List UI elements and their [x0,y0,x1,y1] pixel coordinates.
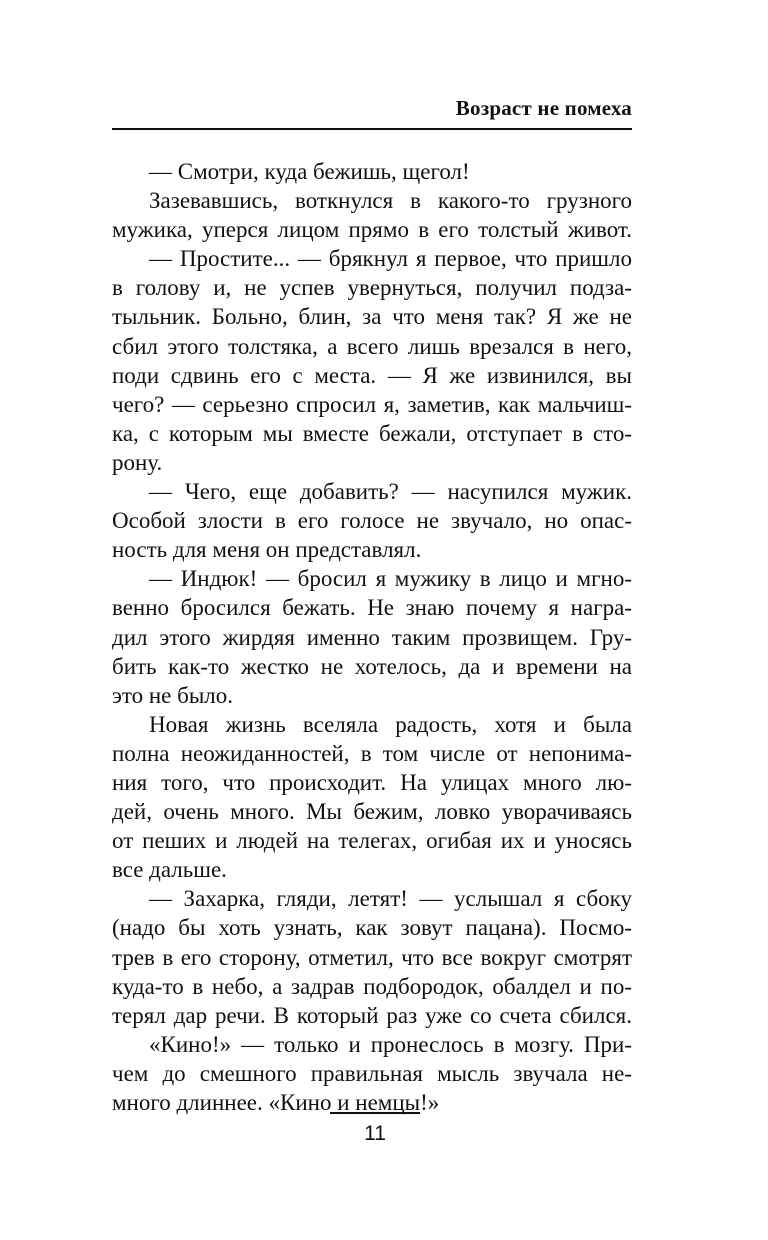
text-line: — Простите... — брякнул я первое, что пришло [149,246,632,272]
text-line: чего? — серьезно спросил я, заметив, как мальчиш- [112,391,632,417]
text-line: куда-то в небо, а задрав подбородок, обалдел и по- [112,973,632,999]
text-line: ния того, что происходит. На улицах много лю- [112,769,632,795]
text-line: полна неожиданностей, в том числе от непонима- [112,740,632,766]
text-line: трев в его сторону, отметил, что все вокруг смотрят [112,944,632,970]
text-line: мужика, уперся лицом прямо в его толстый живот. [112,217,632,243]
text-line: — Смотри, куда бежишь, щегол! [149,159,470,184]
text-line: — Индюк! — бросил я мужику в лицо и мгно- [149,566,632,592]
text-line: чем до смешного правильная мысль звучала не- [112,1060,632,1086]
text-line: ность для меня он представлял. [112,537,422,563]
running-header [112,92,632,130]
text-line: поди сдвинь его с места. — Я же извинился, вы [112,362,632,388]
text-line: терял дар речи. В который раз уже со счета сбился. [112,1002,632,1028]
text-line: рону. [112,449,163,475]
text-line: это не было. [112,682,234,708]
text-line: сбил этого толстяка, а всего лишь врезался в него, [112,333,632,359]
text-line: много длиннее. «Кино и немцы!» [112,1090,440,1115]
text-line: венно бросился бежать. Не знаю почему я награ- [112,595,632,621]
text-line: Новая жизнь вселяла радость, хотя и была [149,711,632,737]
text-line: Особой злости в его голосе не звучало, но опас- [112,508,632,534]
body-text [112,157,632,1117]
text-line: «Кино!» — только и пронеслось в мозгу. При- [149,1031,632,1057]
text-line: дей, очень много. Мы бежим, ловко уворачиваясь [112,799,632,825]
text-line: в голову и, не успев увернуться, получил подза- [112,275,632,301]
text-line: дил этого жирдяя именно таким прозвищем. Гру- [112,624,632,650]
text-line: ка, с которым мы вместе бежали, отступает в сто- [112,420,632,446]
text-line: бить как-то жестко не хотелось, да и времени на [112,653,632,679]
folio-divider [330,1112,420,1114]
running-title: Возраст не помеха [455,96,632,120]
text-line: Зазевавшись, воткнулся в какого-то грузного [149,188,632,214]
text-line: тыльник. Больно, блин, за что меня так? Я же не [112,304,632,330]
text-line: все дальше. [112,857,227,883]
page-number: 11 [364,1122,386,1145]
text-line: от пеших и людей на телегах, огибая их и уносясь [112,828,632,854]
text-line: — Захарка, гляди, летят! — услышал я сбоку [149,886,632,912]
text-line: (надо бы хоть узнать, как зовут пацана). Посмо- [112,915,632,941]
text-line: — Чего, еще добавить? — насупился мужик. [149,479,632,505]
